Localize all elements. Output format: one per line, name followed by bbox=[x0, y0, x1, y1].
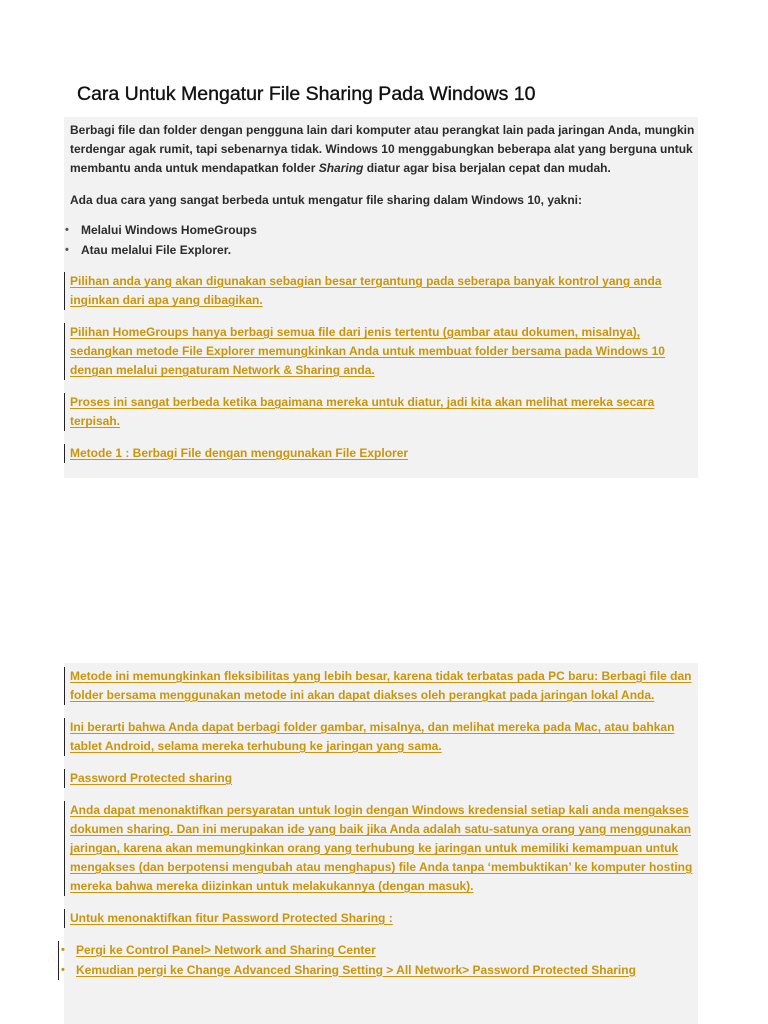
password-protected-heading[interactable]: Password Protected sharing bbox=[64, 769, 698, 788]
process-paragraph[interactable]: Proses ini sangat berbeda ketika bagaimana mereka untuk diatur, jadi kita akan melihat mereka secara terpisah. bbox=[64, 393, 698, 431]
list-item[interactable] bbox=[58, 961, 698, 981]
disable-login-paragraph[interactable]: Anda dapat menonaktifkan persyaratan untuk login dengan Windows kredensial setiap kali anda mengakses dokumen sharing. Dan ini merupakan ide yang baik jika Anda adalah satu-satunya orang yang menggunakan jaringan, karena akan memungkinkan orang yang terhubung ke jaringan untuk memiliki kemampuan untuk mengakses (dan berpotensi mengubah atau menghapus) file Anda tanpa ‘membuktikan’ ke komputer hosting mereka bahwa mereka diizinkan untuk melakukannya (dengan masuk). bbox=[64, 801, 698, 896]
intro-text-b: diatur agar bisa berjalan cepat dan mudah. bbox=[363, 161, 611, 175]
steps-list bbox=[64, 941, 698, 980]
disable-heading[interactable]: Untuk menonaktifkan fitur Password Protected Sharing : bbox=[64, 909, 698, 928]
intro-italic-text: Sharing bbox=[318, 161, 364, 175]
content-block-2 bbox=[64, 663, 698, 1024]
page-title: Cara Untuk Mengatur File Sharing Pada Windows 10 bbox=[77, 83, 536, 105]
homegroups-paragraph[interactable]: Pilihan HomeGroups hanya berbagi semua file dari jenis tertentu (gambar atau dokumen, misalnya), sedangkan metode File Explorer memungkinkan Anda untuk membuat folder bersama pada Windows 10 dengan melalui pengaturam Network & Sharing anda. bbox=[64, 323, 698, 380]
intro-paragraph bbox=[70, 121, 698, 178]
two-ways-paragraph: Ada dua cara yang sangat berbeda untuk mengatur file sharing dalam Windows 10, yakni: bbox=[70, 193, 583, 207]
choice-paragraph[interactable]: Pilihan anda yang akan digunakan sebagian besar tergantung pada seberapa banyak kontrol yang anda inginkan dari apa yang dibagikan. bbox=[64, 272, 698, 310]
list-item[interactable] bbox=[58, 941, 698, 961]
intro-text-a: Berbagi file dan folder dengan pengguna lain dari komputer atau perangkat lain pada jaringan Anda, mungkin terdengar agak rumit, tapi sebenarnya tidak. Windows 10 menggabungkan beberapa alat yang berguna untuk membantu anda untuk mendapatkan folder bbox=[70, 123, 695, 175]
flexibility-paragraph[interactable]: Metode ini memungkinkan fleksibilitas yang lebih besar, karena tidak terbatas pada PC baru: Berbagi file dan folder bersama menggunakan metode ini akan dapat diakses oleh perangkat pada jaringan lokal Anda. bbox=[64, 667, 698, 705]
content-block-1 bbox=[64, 117, 698, 478]
list-item: • Atau melalui File Explorer. bbox=[64, 241, 698, 261]
ways-list bbox=[64, 221, 698, 260]
step-text[interactable]: Pergi ke Control Panel> Network and Sharing Center bbox=[76, 943, 376, 957]
list-item: • Melalui Windows HomeGroups bbox=[64, 221, 698, 241]
method1-heading[interactable]: Metode 1 : Berbagi File dengan menggunakan File Explorer bbox=[64, 444, 698, 463]
mac-paragraph[interactable]: Ini berarti bahwa Anda dapat berbagi folder gambar, misalnya, dan melihat mereka pada Mac, atau bahkan tablet Android, selama mereka terhubung ke jaringan yang sama. bbox=[64, 718, 698, 756]
step-text[interactable]: Kemudian pergi ke Change Advanced Sharing Setting > All Network> Password Protected Sharing bbox=[76, 962, 636, 977]
